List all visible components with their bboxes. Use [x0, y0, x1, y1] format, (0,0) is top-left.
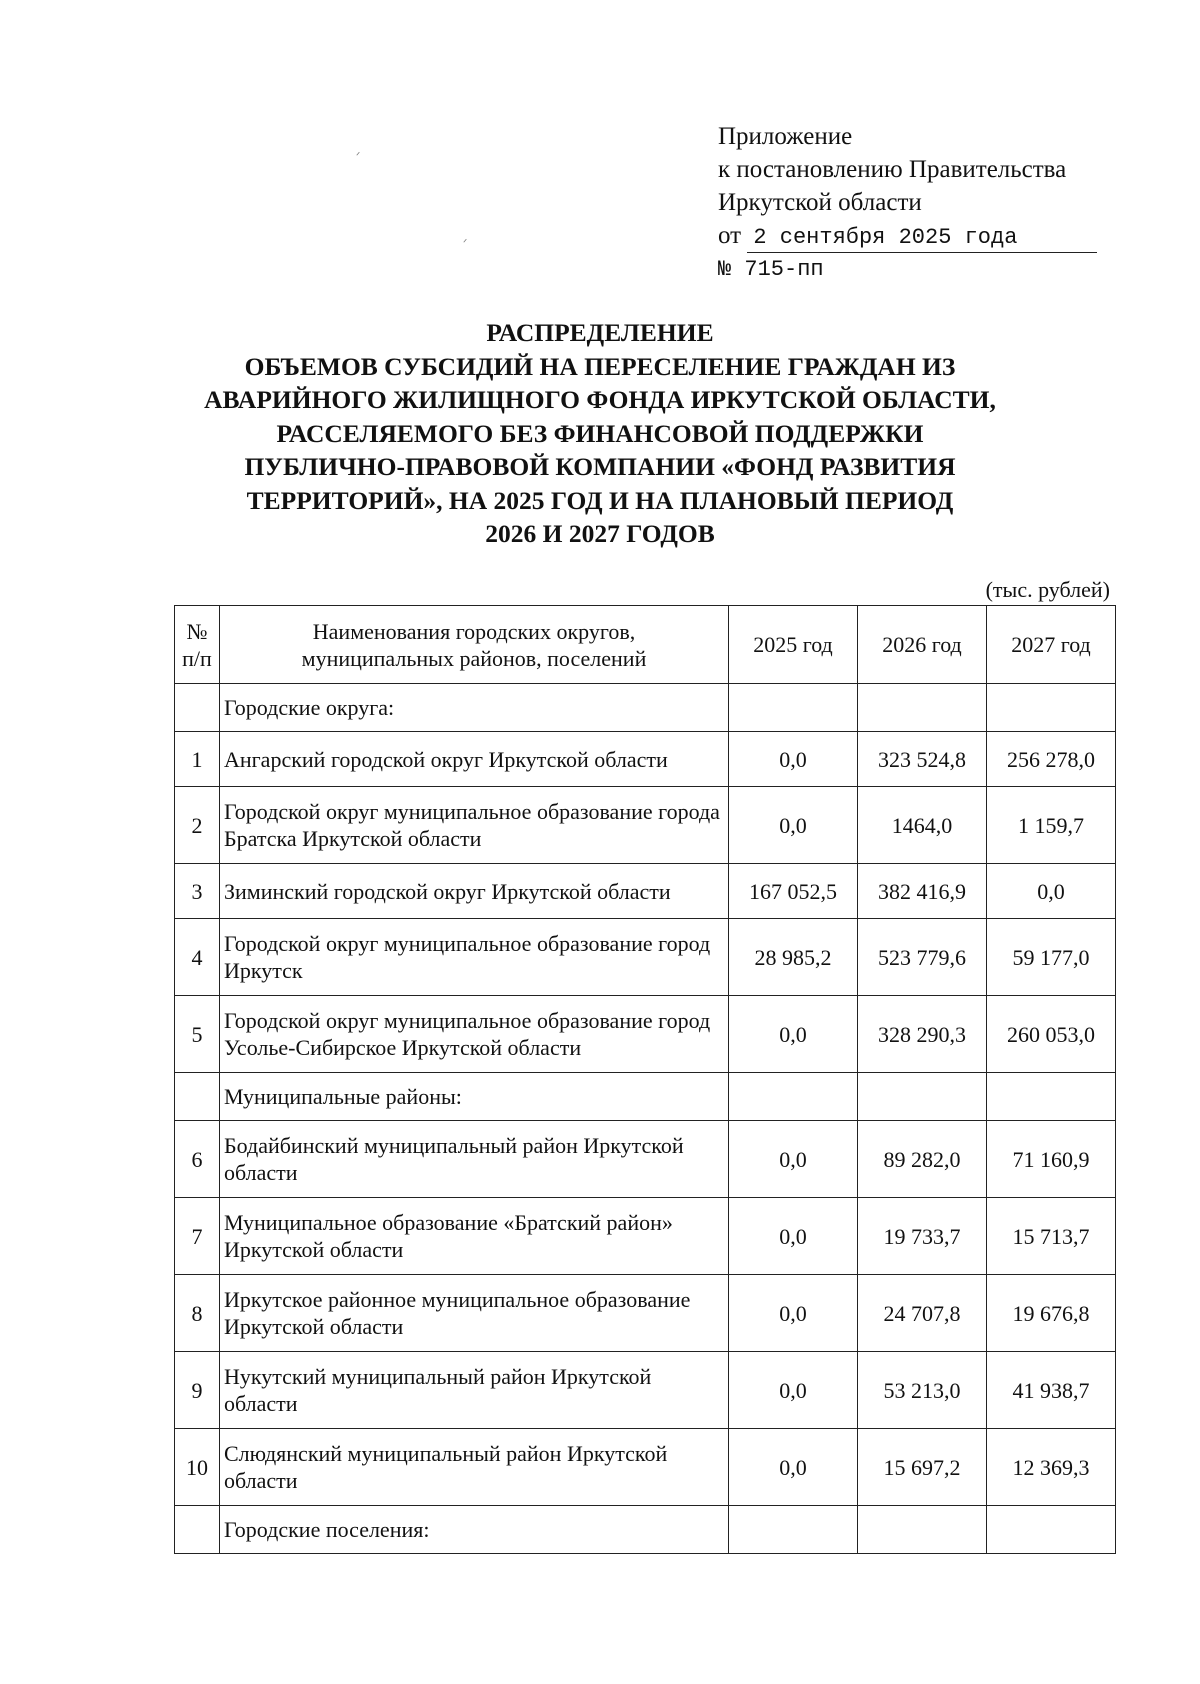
- header-number-line2: п/п: [182, 645, 212, 671]
- section-title: Муниципальные районы:: [220, 1073, 729, 1121]
- annex-date-value: 2 сентября 2025 года: [747, 224, 1097, 253]
- value-2027-cell: [987, 1506, 1116, 1554]
- municipality-name: Зиминский городской округ Иркутской области: [220, 864, 729, 919]
- header-name-line2: муниципальных районов, поселений: [301, 645, 647, 671]
- value-2027: 41 938,7: [987, 1352, 1116, 1429]
- table-row: [175, 1429, 1116, 1506]
- document-title: [150, 316, 1050, 551]
- municipality-name: Городской округ муниципальное образование города Братска Иркутской области: [220, 787, 729, 864]
- row-number: 3: [175, 864, 220, 919]
- scan-speck: ᐟ: [356, 151, 361, 162]
- value-2026: 19 733,7: [858, 1198, 987, 1275]
- municipality-name: Нукутский муниципальный район Иркутской области: [220, 1352, 729, 1429]
- value-2027: 256 278,0: [987, 732, 1116, 787]
- municipality-name: Иркутское районное муниципальное образование Иркутской области: [220, 1275, 729, 1352]
- value-2025: 0,0: [729, 996, 858, 1073]
- row-number-cell: [175, 684, 220, 732]
- header-number: [175, 606, 220, 684]
- value-2027: 0,0: [987, 864, 1116, 919]
- row-number: 7: [175, 1198, 220, 1275]
- value-2027: 260 053,0: [987, 996, 1116, 1073]
- table-row: [175, 919, 1116, 996]
- row-number: 8: [175, 1275, 220, 1352]
- value-2026-cell: [858, 1073, 987, 1121]
- value-2026: 53 213,0: [858, 1352, 987, 1429]
- section-row: [175, 684, 1116, 732]
- value-2025: 0,0: [729, 1429, 858, 1506]
- annex-date-prefix: от: [718, 222, 742, 249]
- header-2026: 2026 год: [858, 606, 987, 684]
- annex-block: [718, 120, 1118, 286]
- units-label: (тыс. рублей): [985, 577, 1110, 602]
- municipality-name: Городской округ муниципальное образование город Усолье-Сибирское Иркутской области: [220, 996, 729, 1073]
- value-2025: 0,0: [729, 1275, 858, 1352]
- value-2026-cell: [858, 684, 987, 732]
- row-number-cell: [175, 1506, 220, 1554]
- row-number: 9: [175, 1352, 220, 1429]
- row-number: 4: [175, 919, 220, 996]
- section-title: Городские округа:: [220, 684, 729, 732]
- table-row: [175, 996, 1116, 1073]
- table-row: [175, 732, 1116, 787]
- table-row: [175, 1275, 1116, 1352]
- title-line-2: ОБЪЕМОВ СУБСИДИЙ НА ПЕРЕСЕЛЕНИЕ ГРАЖДАН ИЗ: [244, 351, 956, 381]
- header-name-line1: Наименования городских округов,: [312, 618, 636, 644]
- value-2026: 24 707,8: [858, 1275, 987, 1352]
- value-2026: 328 290,3: [858, 996, 987, 1073]
- value-2025: 0,0: [729, 1121, 858, 1198]
- annex-line-3: Иркутской области: [718, 189, 922, 216]
- header-2027: 2027 год: [987, 606, 1116, 684]
- value-2026: 323 524,8: [858, 732, 987, 787]
- table-row: [175, 1121, 1116, 1198]
- table-row: [175, 787, 1116, 864]
- title-line-1: РАСПРЕДЕЛЕНИЕ: [486, 318, 714, 347]
- value-2026-cell: [858, 1506, 987, 1554]
- section-title: Городские поселения:: [220, 1506, 729, 1554]
- value-2027: 1 159,7: [987, 787, 1116, 864]
- row-number: 10: [175, 1429, 220, 1506]
- table-header-row: [175, 606, 1116, 684]
- annex-date-line: [718, 219, 1118, 253]
- municipality-name: Муниципальное образование «Братский район» Иркутской области: [220, 1198, 729, 1275]
- title-line-7: 2026 И 2027 ГОДОВ: [485, 519, 715, 548]
- value-2025: 167 052,5: [729, 864, 858, 919]
- municipality-name: Городской округ муниципальное образование город Иркутск: [220, 919, 729, 996]
- annex-line-1: Приложение: [718, 123, 853, 150]
- section-row: [175, 1073, 1116, 1121]
- municipality-name: Бодайбинский муниципальный район Иркутской области: [220, 1121, 729, 1198]
- annex-line-2: к постановлению Правительства: [718, 156, 1067, 183]
- title-line-4: РАССЕЛЯЕМОГО БЕЗ ФИНАНСОВОЙ ПОДДЕРЖКИ: [276, 418, 924, 448]
- annex-number: № 715-пп: [718, 257, 824, 282]
- value-2027-cell: [987, 1073, 1116, 1121]
- value-2026: 15 697,2: [858, 1429, 987, 1506]
- value-2027: 71 160,9: [987, 1121, 1116, 1198]
- table-row: [175, 1198, 1116, 1275]
- row-number: 6: [175, 1121, 220, 1198]
- value-2027-cell: [987, 684, 1116, 732]
- value-2025: 28 985,2: [729, 919, 858, 996]
- scan-speck: ᐟ: [463, 238, 468, 249]
- table-row: [175, 864, 1116, 919]
- value-2026: 523 779,6: [858, 919, 987, 996]
- value-2027: 12 369,3: [987, 1429, 1116, 1506]
- value-2027: 59 177,0: [987, 919, 1116, 996]
- header-2025: 2025 год: [729, 606, 858, 684]
- value-2026: 89 282,0: [858, 1121, 987, 1198]
- value-2025: 0,0: [729, 1198, 858, 1275]
- value-2025: 0,0: [729, 1352, 858, 1429]
- title-line-3: АВАРИЙНОГО ЖИЛИЩНОГО ФОНДА ИРКУТСКОЙ ОБЛАСТИ,: [204, 385, 996, 414]
- section-row: [175, 1506, 1116, 1554]
- title-line-5: ПУБЛИЧНО-ПРАВОВОЙ КОМПАНИИ «ФОНД РАЗВИТИЯ: [244, 452, 956, 481]
- row-number: 1: [175, 732, 220, 787]
- value-2027: 19 676,8: [987, 1275, 1116, 1352]
- value-2026: 1464,0: [858, 787, 987, 864]
- municipality-name: Слюдянский муниципальный район Иркутской области: [220, 1429, 729, 1506]
- value-2025-cell: [729, 1506, 858, 1554]
- row-number: 5: [175, 996, 220, 1073]
- value-2025-cell: [729, 1073, 858, 1121]
- subsidies-table: [174, 605, 1116, 1554]
- municipality-name: Ангарский городской округ Иркутской области: [220, 732, 729, 787]
- table-row: [175, 1352, 1116, 1429]
- row-number-cell: [175, 1073, 220, 1121]
- value-2027: 15 713,7: [987, 1198, 1116, 1275]
- table-body: [175, 684, 1116, 1554]
- row-number: 2: [175, 787, 220, 864]
- header-number-line1: №: [186, 618, 208, 644]
- value-2025: 0,0: [729, 732, 858, 787]
- value-2026: 382 416,9: [858, 864, 987, 919]
- header-name: [220, 606, 729, 684]
- value-2025: 0,0: [729, 787, 858, 864]
- value-2025-cell: [729, 684, 858, 732]
- title-line-6: ТЕРРИТОРИЙ», НА 2025 ГОД И НА ПЛАНОВЫЙ ПЕРИОД: [246, 485, 954, 515]
